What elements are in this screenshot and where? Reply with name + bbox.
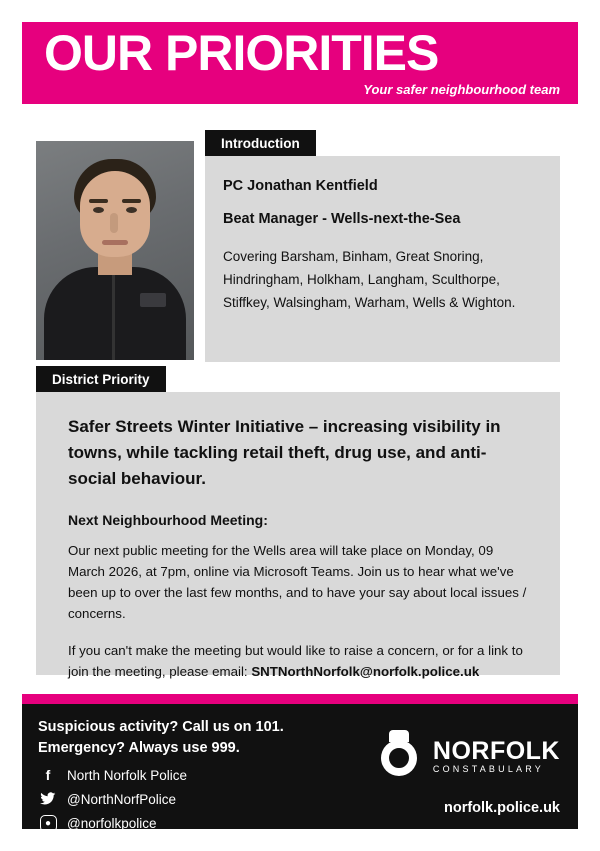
introduction-tab: Introduction xyxy=(205,130,316,158)
brand-text xyxy=(433,738,560,774)
facebook-handle: North Norfolk Police xyxy=(67,767,188,783)
instagram-icon: ● xyxy=(38,813,58,833)
footer-line-2: Emergency? Always use 999. xyxy=(38,740,240,756)
meeting-heading: Next Neighbourhood Meeting: xyxy=(68,512,268,528)
contact-text: If you can't make the meeting but would like to raise a concern, or for a link to join the meeting, please email: xyxy=(68,643,523,679)
instagram-handle: @norfolkpolice xyxy=(67,815,157,831)
officer-name: PC Jonathan Kentfield xyxy=(223,178,378,194)
page-title: OUR PRIORITIES xyxy=(44,25,439,81)
brand-subtitle: CONSTABULARY xyxy=(432,764,544,774)
meeting-details: Our next public meeting for the Wells area will take place on Monday, 09 March 2026, at 7pm, online via Microsoft Teams. Join us to hear what we've been up to over the last few months, and to have your say about local issues / concerns. xyxy=(68,543,527,621)
portrait-eye-left xyxy=(93,207,104,213)
portrait-brow-right xyxy=(122,199,141,203)
officer-role: Beat Manager - Wells-next-the-Sea xyxy=(223,211,461,227)
header-subtitle: Your safer neighbourhood team xyxy=(363,82,560,97)
website-url[interactable]: norfolk.police.uk xyxy=(443,800,560,816)
brand-name: NORFOLK xyxy=(432,737,560,765)
header-banner xyxy=(22,22,578,104)
twitter-handle: @NorthNorfPolice xyxy=(67,791,176,807)
portrait-zip xyxy=(112,271,115,360)
social-item-instagram[interactable] xyxy=(38,812,187,834)
footer-line-1: Suspicious activity? Call us on 101. xyxy=(38,719,284,735)
divider-stripe xyxy=(22,694,578,704)
social-item-twitter[interactable] xyxy=(38,788,187,810)
portrait-eye-right xyxy=(126,207,137,213)
footer-banner xyxy=(22,704,578,829)
social-item-facebook[interactable] xyxy=(38,764,187,786)
force-logo xyxy=(375,730,560,782)
police-crest-icon xyxy=(375,730,423,782)
portrait-nose xyxy=(110,213,118,233)
portrait-badge xyxy=(140,293,166,307)
priority-headline: Safer Streets Winter Initiative – increasing visibility in towns, while tackling retail theft, drug use, and anti-social behaviour. xyxy=(68,417,501,488)
district-priority-tab: District Priority xyxy=(36,366,166,394)
facebook-icon: f xyxy=(45,767,51,783)
officer-photo xyxy=(36,141,194,360)
twitter-icon xyxy=(38,789,58,809)
district-priority-panel xyxy=(36,392,560,679)
contact-paragraph xyxy=(68,640,532,682)
portrait-uniform xyxy=(44,267,186,360)
portrait-mouth xyxy=(102,240,128,245)
coverage-area: Covering Barsham, Binham, Great Snoring, Hindringham, Holkham, Langham, Sculthorpe, Stiffkey, Walsingham, Warham, Wells & Wighton. xyxy=(223,249,516,310)
contact-email[interactable]: SNTNorthNorfolk@norfolk.police.uk xyxy=(251,664,480,679)
social-links xyxy=(38,764,187,836)
introduction-panel xyxy=(205,156,560,362)
portrait-brow-left xyxy=(89,199,108,203)
